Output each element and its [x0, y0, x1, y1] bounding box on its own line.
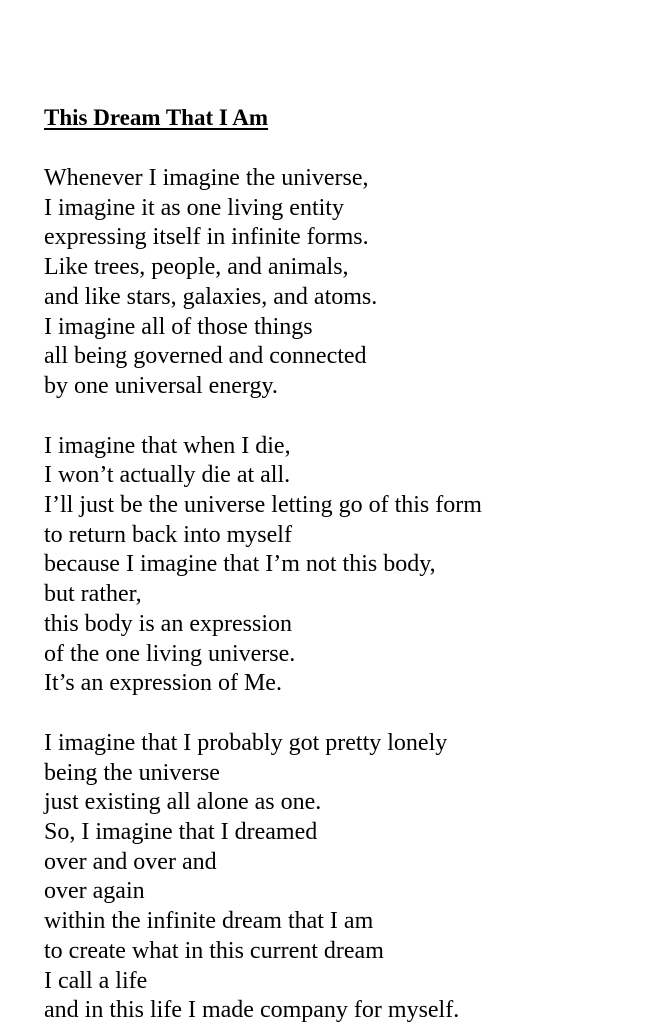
poem-title: This Dream That I Am	[44, 105, 269, 130]
poem-page	[44, 102, 646, 1026]
poem-line: to return back into myself	[44, 521, 292, 548]
poem-line: I imagine it as one living entity	[44, 194, 344, 221]
poem-line: just existing all alone as one.	[44, 789, 322, 816]
poem-line: It’s an expression of Me.	[44, 670, 282, 697]
poem-line: Like trees, people, and animals,	[44, 254, 349, 281]
poem-line: but rather,	[44, 581, 142, 608]
poem-line: I’ll just be the universe letting go of this form	[44, 492, 482, 519]
stanza-1	[44, 164, 646, 402]
poem-line: So, I imagine that I dreamed	[44, 819, 318, 846]
poem-line: and in this life I made company for myself.	[44, 997, 460, 1024]
poem-line: I won’t actually die at all.	[44, 462, 291, 489]
stanza-3	[44, 729, 646, 1026]
poem-line: all being governed and connected	[44, 343, 367, 370]
poem-line: I imagine all of those things	[44, 313, 313, 340]
poem-line: to create what in this current dream	[44, 937, 384, 964]
poem-line: within the infinite dream that I am	[44, 908, 374, 935]
poem-line: and like stars, galaxies, and atoms.	[44, 283, 378, 310]
poem-line: expressing itself in infinite forms.	[44, 224, 369, 251]
poem-line: of the one living universe.	[44, 640, 296, 667]
poem-line: over and over and	[44, 848, 217, 875]
poem-line: over again	[44, 878, 145, 905]
poem-line: by one universal energy.	[44, 372, 278, 399]
poem-line: being the universe	[44, 759, 220, 786]
poem-line: I imagine that I probably got pretty lonely	[44, 729, 448, 756]
poem-line: because I imagine that I’m not this body,	[44, 551, 436, 578]
poem-line: I call a life	[44, 967, 148, 994]
poem-line: I imagine that when I die,	[44, 432, 291, 459]
poem-line: this body is an expression	[44, 610, 292, 637]
poem-line: Whenever I imagine the universe,	[44, 165, 369, 191]
stanza-2	[44, 432, 646, 699]
